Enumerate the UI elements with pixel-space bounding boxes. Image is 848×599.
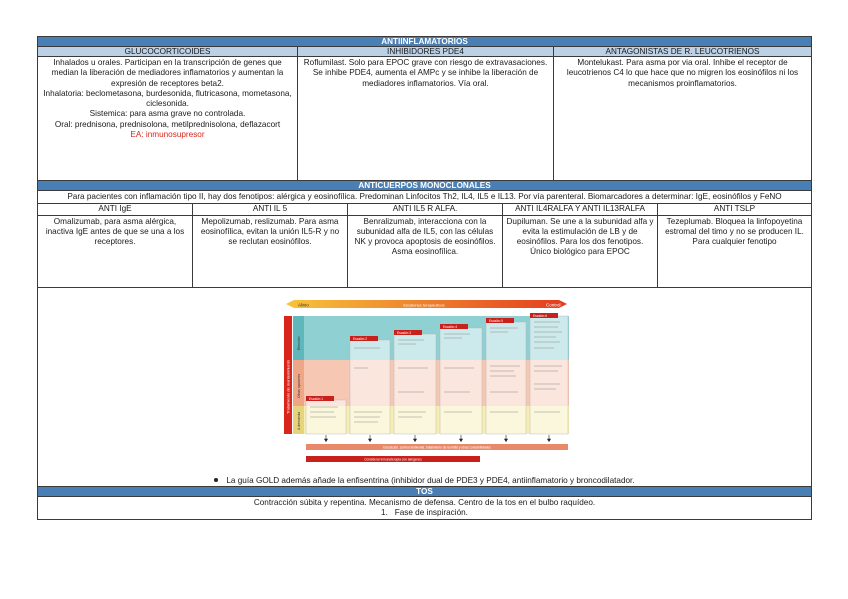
cell-anti-ige: Omalizumab, para asma alérgica, inactiva IgE antes de que se una a los receptores. xyxy=(38,215,193,287)
anticuerpos-table xyxy=(37,180,812,520)
tos-title: TOS xyxy=(38,486,812,496)
step-label: Escalón 6 xyxy=(533,313,547,318)
antiinflamatorios-title: ANTIINFLAMATORIOS xyxy=(38,37,812,47)
gluco-line: Inhalatoria: beclometasona, burdesonida, flutricasona, mometasona, ciclesonida. xyxy=(43,88,292,109)
arrow-mid-label: Escalones terapéuticos xyxy=(403,302,445,308)
tos-list-item xyxy=(41,508,808,518)
step-label: Escalón 5 xyxy=(489,318,503,323)
step-column xyxy=(530,316,568,434)
header-anti-tslp: ANTI TSLP xyxy=(658,204,812,215)
row-label: A demanda xyxy=(297,411,301,430)
step-label: Escalón 4 xyxy=(443,324,457,329)
bullet-dot xyxy=(214,478,218,482)
bottom-bar-immunotherapy-label: Considerar inmunoterapia con alérgenos xyxy=(364,456,422,461)
gold-note-text: La guía GOLD además añade la enfisentrina (inhibidor dual de PDE3 y PDE4, antiinflamatorio y broncodilatador. xyxy=(226,475,635,485)
antiinflamatorios-table xyxy=(37,36,812,181)
header-anti-ige: ANTI IgE xyxy=(38,204,193,215)
cell-anti-il5ra xyxy=(348,215,503,287)
header-anti-il5ra: ANTI IL5 R ALFA. xyxy=(348,204,503,215)
step-column xyxy=(440,328,482,434)
side-label: Tratamiento de mantenimiento xyxy=(285,359,291,414)
anticuerpos-title: ANTICUERPOS MONOCLONALES xyxy=(38,181,812,191)
step-label: Escalón 1 xyxy=(309,396,323,401)
cell-leucotrienos: Montelukast. Para asma por via oral. Inhibe el receptor de leucotrienos C4 lo que hace que no migren los eosinófilos ni los mecanismos proinflamatorios. xyxy=(554,57,812,181)
header-anti-il4ra: ANTI IL4RALFA Y ANTI IL13RALFA xyxy=(503,204,658,215)
cell-pde4: Roflumilast. Solo para EPOC grave con riesgo de extravasaciones. Se inhibe PDE4, aumenta el AMPc y se inhibe la liberación de mediadores inflamatorios. Vía oral. xyxy=(298,57,554,181)
row-label: Otras opciones xyxy=(297,373,301,398)
anticuerpos-intro: Para pacientes con inflamación tipo II, hay dos fenotipos: alérgica y eosinofílica. Predominan Linfocitos Th2, IL4, IL5 e IL13. Por vía parenteral. Biomarcadores a determinar: IgE, eosinófilos y FeNO xyxy=(38,191,812,204)
tos-list-text: Fase de inspiración. xyxy=(394,507,468,517)
cell-anti-il5: Mepolizumab, reslizumab. Para asma eosinofílica, evitan la unión IL5-R y no se reclutan eosinófilos. xyxy=(193,215,348,287)
tos-cell xyxy=(38,496,812,520)
step-column xyxy=(486,322,526,434)
header-glucocorticoides: GLUCOCORTICOIDES xyxy=(38,47,298,57)
arrow-left-label: Alivio xyxy=(298,302,309,308)
figure-cell xyxy=(38,287,812,486)
peach-zone xyxy=(304,360,569,406)
header-anti-il5: ANTI IL 5 xyxy=(193,204,348,215)
header-pde4: INHIBIDORES PDE4 xyxy=(298,47,554,57)
header-leucotrienos: ANTAGONISTAS DE R. LEUCOTRIENOS xyxy=(554,47,812,57)
gluco-line: Oral: prednisona, prednisolona, metilprednisolona, deflazacort xyxy=(54,119,281,129)
gluco-line: Inhalados u orales. Participan en la transcripción de genes que median la liberación de mediadores inflamatorios y aumentan la expresión de receptores beta2. xyxy=(51,58,284,88)
cell-anti-il4ra: Dupiluman. Se une a la subunidad alfa y evita la estimulación de LB y de eosinófilos. Para los dos fenotipos. Único biológico para EPOC xyxy=(503,215,658,287)
gold-note xyxy=(38,476,811,486)
cell-anti-tslp: Tezeplumab. Bloquea la linfopoyetina estromal del timo y no se producen IL. Para cualquier fenotipo xyxy=(658,215,812,287)
arrow-right-label: Control xyxy=(546,302,561,308)
cell-glucocorticoides xyxy=(38,57,298,181)
step-label: Escalón 3 xyxy=(397,330,411,335)
gluco-line: Sistemica: para asma grave no controlada. xyxy=(89,109,246,119)
bottom-bar-education-label: Educación, control ambiental, tratamiento de la rinitis y otras comorbilidades xyxy=(383,444,491,449)
row-label: Elección xyxy=(297,336,301,350)
step-column xyxy=(394,334,436,434)
tos-line: Contracción súbita y repentina. Mecanismo de defensa. Centro de la tos en el bulbo raquídeo. xyxy=(253,497,596,507)
step-column xyxy=(350,340,390,434)
tos-list-number: 1. xyxy=(381,507,388,517)
document-page xyxy=(37,36,811,520)
teal-zone xyxy=(304,316,569,360)
il5ra-extra: Asma eosinofílica. xyxy=(391,247,459,257)
gema-steps-figure xyxy=(284,294,574,476)
il5ra-text: Benralizumab, interacciona con la subunidad alfa de IL5, con las células NK y provoca apoptosis de eosinófilos. xyxy=(354,216,496,247)
step-label: Escalón 2 xyxy=(353,336,367,341)
gluco-adverse-effect: EA: inmunosupresor xyxy=(130,130,205,140)
